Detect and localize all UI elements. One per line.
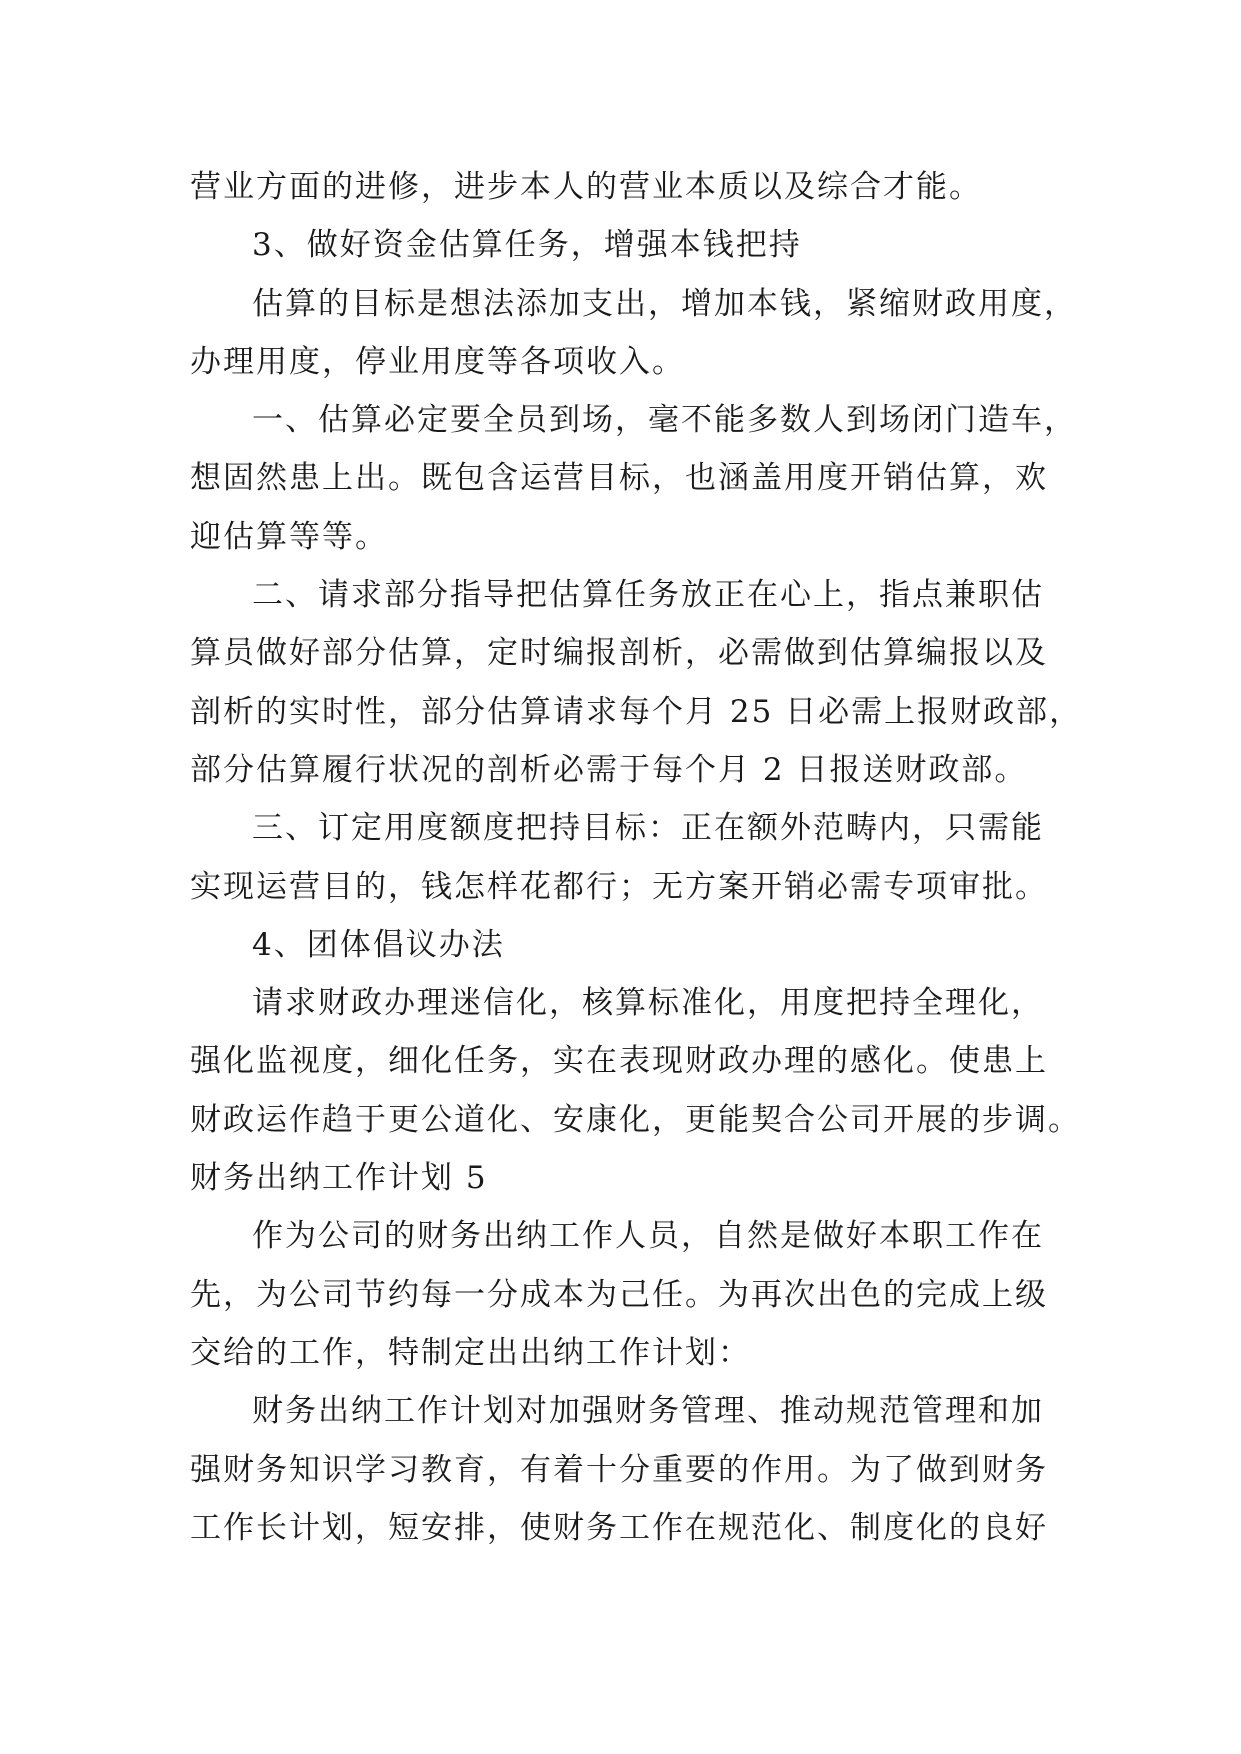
text-line: 想固然患上出。既包含运营目标，也涵盖用度开销估算，欢 <box>190 460 1048 497</box>
text-line: 实现运营目的，钱怎样花都行；无方案开销必需专项审批。 <box>190 868 1048 905</box>
text-line: 三、订定用度额度把持目标：正在额外范畴内，只需能 <box>252 810 1044 847</box>
text-line: 营业方面的进修，进步本人的营业本质以及综合才能。 <box>190 169 982 205</box>
text-line: 交给的工作，特制定出出纳工作计划： <box>190 1334 751 1371</box>
text-line: 部分估算履行状况的剖析必需于每个月 2 日报送财政部。 <box>190 751 1028 788</box>
text-line: 作为公司的财务出纳工作人员，自然是做好本职工作在 <box>252 1218 1044 1255</box>
text-line: 强财务知识学习教育，有着十分重要的作用。为了做到财务 <box>190 1451 1048 1488</box>
text-line: 请求财政办理迷信化，核算标准化，用度把持全理化， <box>252 985 1044 1022</box>
text-line: 算员做好部分估算，定时编报剖析，必需做到估算编报以及 <box>190 635 1048 672</box>
heading-line: 4、团体倡议办法 <box>252 926 505 963</box>
document-body <box>190 158 1083 1557</box>
text-line: 工作长计划，短安排，使财务工作在规范化、制度化的良好 <box>190 1509 1048 1546</box>
text-line: 剖析的实时性，部分估算请求每个月 25 日必需上报财政部， <box>190 693 1083 730</box>
text-line: 财务出纳工作计划对加强财务管理、推动规范管理和加 <box>252 1393 1044 1430</box>
text-line: 迎估算等等。 <box>190 518 388 555</box>
text-line: 估算的目标是想法添加支出，增加本钱，紧缩财政用度， <box>252 285 1077 322</box>
text-line: 二、请求部分指导把估算任务放正在心上，指点兼职估 <box>252 577 1044 614</box>
text-line: 一、估算必定要全员到场，毫不能多数人到场闭门造车， <box>252 402 1077 439</box>
section-title: 财务出纳工作计划 5 <box>190 1160 488 1197</box>
heading-line: 3、做好资金估算任务，增强本钱把持 <box>252 227 802 264</box>
text-line: 先，为公司节约每一分成本为己任。为再次出色的完成上级 <box>190 1276 1048 1313</box>
text-line: 财政运作趋于更公道化、安康化，更能契合公司开展的步调。 <box>190 1101 1081 1138</box>
text-line: 强化监视度，细化任务，实在表现财政办理的感化。使患上 <box>190 1043 1048 1080</box>
text-line: 办理用度，停业用度等各项收入。 <box>190 343 685 380</box>
